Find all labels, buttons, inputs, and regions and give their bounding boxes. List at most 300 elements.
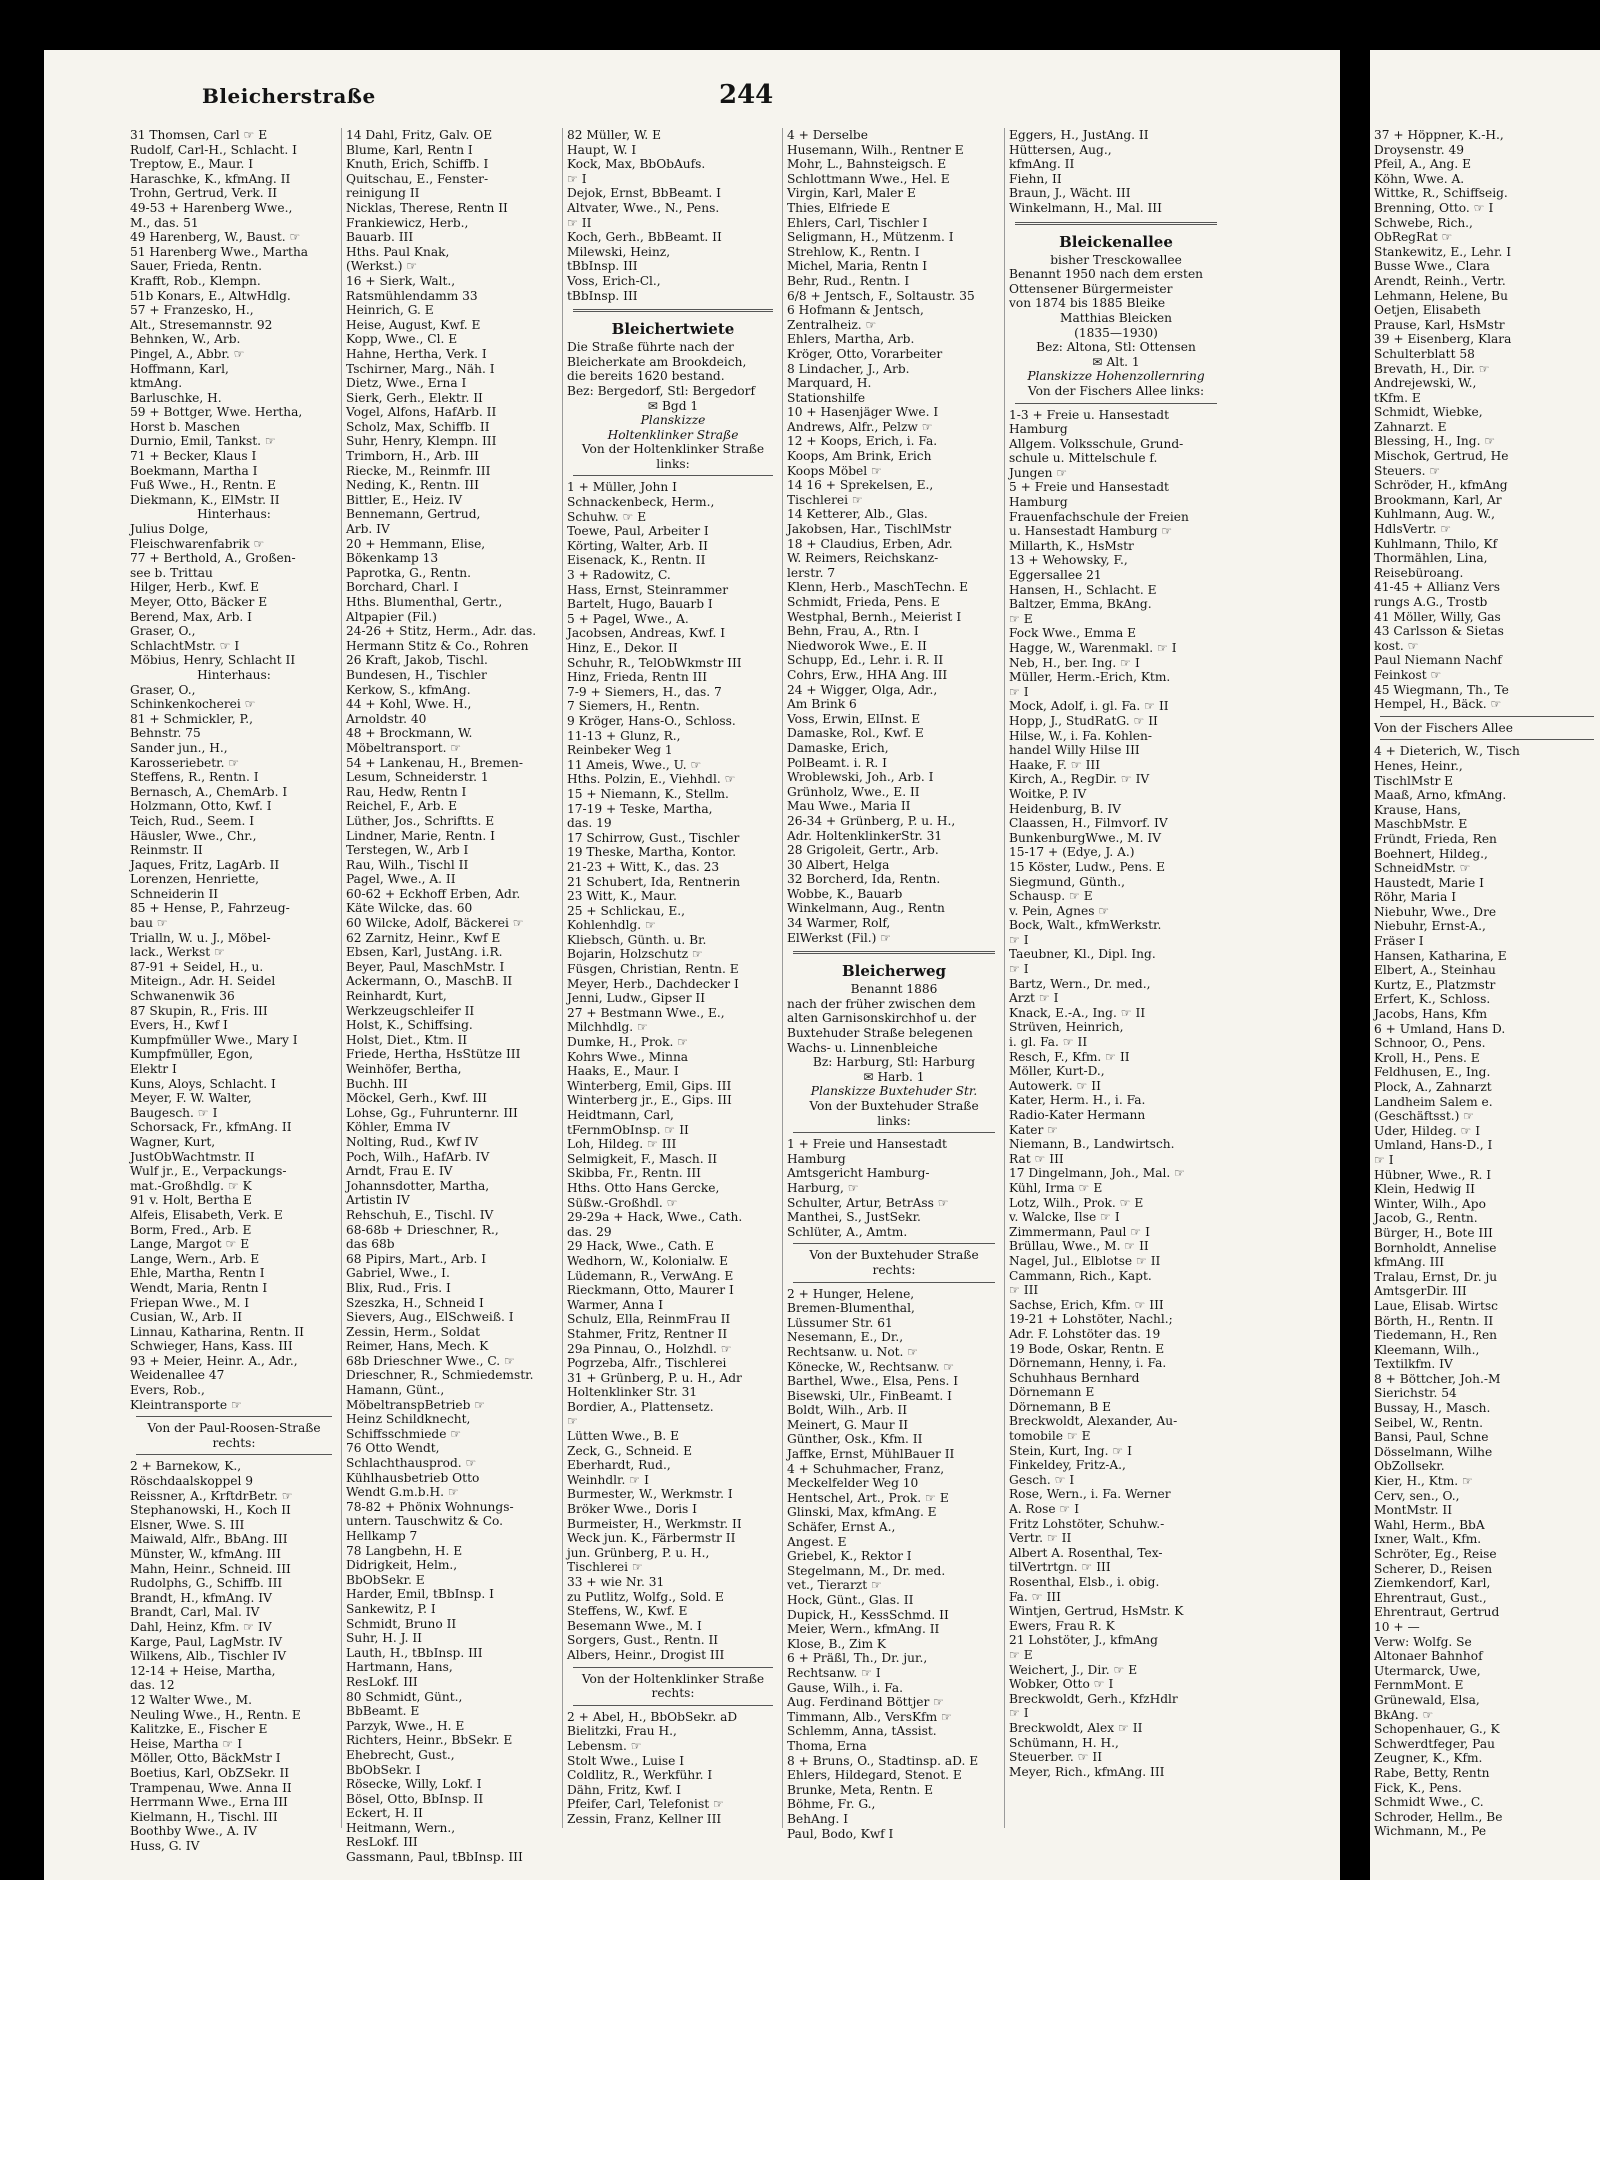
directory-entry-line: Hübner, Wwe., R. I bbox=[1374, 1167, 1492, 1182]
directory-entry-line: Stolt Wwe., Luise I bbox=[567, 1753, 685, 1768]
directory-entry-line: die bereits 1620 bestand. bbox=[567, 369, 725, 384]
directory-entry-line: Winterberg, Emil, Gips. III bbox=[567, 1078, 732, 1093]
directory-entry-line: (1835—1930) bbox=[1074, 325, 1158, 340]
directory-entry-line: 7-9 + Siemers, H., das. 7 bbox=[567, 684, 722, 699]
directory-entry-line: Schupp, Ed., Lehr. i. R. II bbox=[787, 653, 944, 668]
directory-entry-line: Lütten Wwe., B. E bbox=[567, 1429, 680, 1444]
directory-entry-line: Von der Buxtehuder Straße bbox=[809, 1248, 979, 1263]
directory-entry-line: 26 Kraft, Jakob, Tischl. bbox=[346, 653, 488, 668]
directory-entry-line: Seligmann, H., Mützenm. I bbox=[787, 230, 954, 245]
directory-entry-line: Von der Fischers Allee links: bbox=[1027, 383, 1205, 398]
directory-entry-line: Heidenburg, B. IV bbox=[1009, 801, 1121, 816]
directory-entry-line: Winkelmann, H., Mal. III bbox=[1009, 200, 1162, 215]
directory-entry-line: Rieckmann, Otto, Maurer I bbox=[567, 1283, 734, 1298]
directory-entry-line: Rösecke, Willy, Lokf. I bbox=[346, 1777, 482, 1792]
directory-entry-line: v. Pein, Agnes ☞ bbox=[1009, 903, 1110, 918]
directory-entry-line: Eberhardt, Rud., bbox=[567, 1458, 671, 1473]
directory-entry-line: 31 Thomsen, Carl ☞ E bbox=[130, 128, 268, 142]
directory-entry-line: Breckwoldt, Gerh., KfzHdlr bbox=[1009, 1691, 1178, 1706]
directory-entry-line: Bisewski, Ulr., FinBeamt. I bbox=[787, 1388, 952, 1403]
page-gutter bbox=[1340, 0, 1370, 1880]
directory-entry-line: Voss, Erich-Cl., bbox=[567, 273, 661, 288]
directory-entry-line: Ratsmühlendamm 33 bbox=[346, 288, 478, 303]
directory-entry-line: vet., Tierarzt ☞ bbox=[787, 1578, 882, 1593]
directory-entry-line: ☞ II bbox=[567, 215, 592, 230]
directory-entry-line: Pagel, Wwe., A. II bbox=[346, 872, 456, 887]
directory-entry-line: Ehlers, Carl, Tischler I bbox=[787, 215, 928, 230]
directory-entry-line: Hinterhaus: bbox=[197, 507, 271, 522]
directory-entry-line: ☞ bbox=[567, 1414, 578, 1429]
directory-entry-line: Manthei, S., JustSekr. bbox=[787, 1210, 921, 1225]
directory-entry-line: Trampenau, Wwe. Anna II bbox=[130, 1780, 292, 1795]
directory-entry-line: 49 Harenberg, W., Baust. ☞ bbox=[130, 230, 301, 245]
directory-entry-line: 33 + wie Nr. 31 bbox=[567, 1575, 665, 1589]
directory-entry-line: Friede, Hertha, HsStütze III bbox=[346, 1047, 521, 1062]
directory-entry-line: Coldlitz, R., Werkführ. I bbox=[567, 1768, 713, 1783]
directory-entry-line: Lüssumer Str. 61 bbox=[787, 1315, 893, 1330]
directory-entry-line: ☞ I bbox=[567, 171, 587, 186]
directory-entry-line: Ehrentraut, Gertrud bbox=[1374, 1605, 1500, 1620]
directory-entry-line: Evers, H., Kwf I bbox=[130, 1018, 228, 1033]
directory-entry-line: 60 Wilcke, Adolf, Bäckerei ☞ bbox=[346, 916, 524, 931]
directory-entry-line: Klenn, Herb., MaschTechn. E bbox=[787, 580, 968, 595]
directory-entry-line: ResLokf. III bbox=[346, 1674, 418, 1689]
directory-entry-line: 10 + Hasenjäger Wwe. I bbox=[787, 405, 939, 420]
directory-entry-line: 5 + Pagel, Wwe., A. bbox=[567, 611, 689, 626]
directory-entry-line: jun. Grünberg, P. u. H., bbox=[567, 1545, 710, 1560]
directory-entry-line: Bittler, E., Heiz. IV bbox=[346, 492, 463, 507]
directory-entry-line: 49-53 + Harenberg Wwe., bbox=[130, 200, 293, 215]
directory-entry-line: tilVertrtgn. ☞ III bbox=[1009, 1560, 1111, 1575]
directory-entry-line: Bauarb. III bbox=[346, 230, 414, 245]
directory-entry-line: Sachse, Erich, Kfm. ☞ III bbox=[1009, 1297, 1164, 1312]
directory-entry-line: Zessin, Franz, Kellner III bbox=[567, 1811, 722, 1826]
directory-entry-line: Die Straße führte nach der bbox=[567, 340, 734, 355]
directory-entry-line: Benannt 1886 bbox=[850, 982, 938, 997]
directory-entry-line: Cohrs, Erw., HHA Ang. III bbox=[787, 667, 948, 682]
directory-entry-line: Süßw.-Großhdl. ☞ bbox=[567, 1195, 678, 1210]
directory-entry-line: Frauenfachschule der Freien bbox=[1009, 509, 1189, 524]
directory-entry-line: Woitke, P. IV bbox=[1009, 786, 1087, 801]
directory-entry-line: Strüven, Heinrich, bbox=[1009, 1020, 1124, 1035]
directory-entry-line: Köhler, Emma IV bbox=[346, 1120, 451, 1135]
directory-entry-line: Meckelfelder Weg 10 bbox=[787, 1476, 919, 1491]
directory-entry-line: Erfert, K., Schloss. bbox=[1374, 992, 1491, 1007]
directory-entry-line: Kumpfmüller Wwe., Mary I bbox=[130, 1032, 298, 1047]
directory-entry-line: Uder, Hildeg. ☞ I bbox=[1374, 1123, 1481, 1138]
directory-entry-line: Nagel, Jul., Elblotse ☞ II bbox=[1009, 1253, 1161, 1268]
directory-entry-line: Graser, O., bbox=[130, 682, 196, 697]
directory-entry-line: i. gl. Fa. ☞ II bbox=[1009, 1035, 1088, 1050]
directory-entry-line: Oetjen, Elisabeth bbox=[1374, 303, 1481, 318]
directory-entry-line: 9 Kröger, Hans-O., Schloss. bbox=[567, 713, 736, 728]
directory-entry-line: Schausp. ☞ E bbox=[1009, 889, 1093, 904]
directory-entry-line: Wichmann, M., Pe bbox=[1374, 1824, 1487, 1839]
scan-margin-bottom bbox=[0, 1880, 1600, 2177]
directory-entry-line: ObRegRat ☞ bbox=[1374, 230, 1453, 245]
directory-entry-line: 30 Albert, Helga bbox=[787, 857, 890, 872]
directory-entry-line: Eckert, H. II bbox=[346, 1806, 423, 1821]
directory-entry-line: Lauth, H., tBbInsp. III bbox=[346, 1645, 483, 1660]
directory-entry-line: Schinkenkocherei ☞ bbox=[130, 697, 256, 712]
directory-entry-line: Klose, B., Zim K bbox=[787, 1636, 887, 1651]
directory-entry-line: Elektr I bbox=[130, 1062, 177, 1076]
directory-entry-line: Eggersallee 21 bbox=[1009, 568, 1102, 583]
directory-entry-line: bau ☞ bbox=[130, 916, 168, 931]
directory-entry-line: Gabriel, Wwe., I. bbox=[346, 1266, 450, 1281]
directory-entry-line: 6/8 + Jentsch, F., Soltaustr. 35 bbox=[787, 288, 975, 303]
directory-entry-line: Breckwoldt, Alexander, Au- bbox=[1009, 1414, 1178, 1429]
directory-entry-line: tBbInsp. III bbox=[567, 259, 638, 274]
directory-entry-line: Heitmann, Wern., bbox=[346, 1820, 456, 1835]
directory-entry-line: Dösselmann, Wilhe bbox=[1374, 1444, 1493, 1459]
column-1 bbox=[130, 128, 338, 1853]
directory-entry-line: Schwebe, Rich., bbox=[1374, 215, 1473, 230]
directory-entry-line: 44 + Kohl, Wwe. H., bbox=[346, 697, 472, 712]
directory-entry-line: Suhr, H. J. II bbox=[346, 1631, 422, 1646]
directory-entry-line: handel Willy Hilse III bbox=[1009, 743, 1140, 758]
directory-entry-line: Ottensener Bürgermeister bbox=[1009, 281, 1173, 296]
directory-entry-line: Altpapier (Fil.) bbox=[346, 609, 437, 624]
directory-entry-line: Thoma, Erna bbox=[787, 1738, 867, 1753]
directory-entry-line: Kalitzke, E., Fischer E bbox=[130, 1722, 268, 1737]
directory-entry-line: 68-68b + Drieschner, R., bbox=[346, 1222, 499, 1237]
directory-entry-line: Zimmermann, Paul ☞ I bbox=[1009, 1224, 1150, 1239]
directory-entry-line: Sierk, Gerh., Elektr. II bbox=[346, 390, 483, 405]
directory-entry-line: Grünholz, Wwe., E. II bbox=[787, 784, 920, 799]
directory-entry-line: Maaß, Arno, kfmAng. bbox=[1374, 788, 1507, 803]
directory-entry-line: 12 Walter Wwe., M. bbox=[130, 1692, 252, 1707]
directory-entry-line: Heinrich, G. E bbox=[346, 303, 434, 318]
directory-entry-line: 14 Ketterer, Alb., Glas. bbox=[787, 507, 928, 522]
directory-entry-line: 24-26 + Stitz, Herm., Adr. das. bbox=[346, 624, 537, 639]
directory-entry-line: Münster, W., kfmAng. III bbox=[130, 1547, 281, 1561]
directory-entry-line: Kerkow, S., kfmAng. bbox=[346, 682, 471, 697]
directory-entry-line: Matthias Bleicken bbox=[1060, 310, 1172, 325]
directory-entry-line: Karosseriebetr. ☞ bbox=[130, 755, 240, 770]
directory-entry-line: 11 Ameis, Wwe., U. ☞ bbox=[567, 757, 702, 772]
directory-entry-line: Zessin, Herm., Soldat bbox=[346, 1324, 481, 1339]
directory-entry-line: Durnio, Emil, Tankst. ☞ bbox=[130, 434, 276, 449]
directory-entry-line: Schulterblatt 58 bbox=[1374, 346, 1475, 361]
directory-entry-line: bisher Tresckowallee bbox=[1050, 252, 1182, 267]
directory-entry-line: Meier, Wern., kfmAng. II bbox=[787, 1622, 940, 1637]
directory-entry-line: Rosenthal, Elsb., i. obig. bbox=[1009, 1575, 1160, 1589]
directory-entry-line: Horst b. Maschen bbox=[130, 419, 241, 434]
directory-entry-line: Thormählen, Lina, bbox=[1374, 551, 1488, 566]
directory-entry-line: Schlüter, A., Amtm. bbox=[787, 1224, 908, 1239]
directory-entry-line: Bennemann, Gertrud, bbox=[346, 507, 481, 522]
directory-entry-line: Bleicherkate am Brookdeich, bbox=[567, 354, 747, 369]
directory-entry-line: Boldt, Wilh., Arb. II bbox=[787, 1403, 908, 1418]
directory-entry-line: von 1874 bis 1885 Bleike bbox=[1009, 296, 1166, 311]
street-heading: Bleicherweg bbox=[841, 962, 947, 981]
directory-entry-line: Hempel, H., Bäck. ☞ bbox=[1374, 697, 1502, 712]
directory-entry-line: Harder, Emil, tBbInsp. I bbox=[346, 1587, 494, 1602]
directory-entry-line: Nesemann, E., Dr., bbox=[787, 1330, 904, 1345]
directory-entry-line: Herrmann Wwe., Erna III bbox=[130, 1795, 288, 1810]
directory-entry-line: Reimer, Hans, Mech. K bbox=[346, 1339, 489, 1354]
section-rule bbox=[573, 475, 773, 476]
directory-entry-line: Koch, Gerh., BbBeamt. II bbox=[567, 230, 722, 245]
directory-entry-line: Hinz, Frieda, Rentn III bbox=[567, 670, 708, 685]
directory-entry-line: Tischlerei ☞ bbox=[567, 1560, 643, 1575]
directory-entry-line: Pfeil, A., Ang. E bbox=[1374, 157, 1471, 172]
directory-entry-line: Hass, Ernst, Steinrammer bbox=[567, 582, 729, 597]
directory-entry-line: ElWerkst (Fil.) ☞ bbox=[787, 930, 892, 945]
directory-entry-line: Boothby Wwe., A. IV bbox=[130, 1824, 257, 1839]
directory-entry-line: 15 + Niemann, K., Stellm. bbox=[567, 786, 729, 801]
directory-entry-line: Kohlenhdlg. ☞ bbox=[567, 918, 656, 933]
directory-entry-line: Knack, E.-A., Ing. ☞ II bbox=[1009, 1005, 1146, 1020]
directory-entry-line: Winterberg jr., E., Gips. III bbox=[567, 1093, 732, 1108]
directory-entry-line: 1 + Freie und Hansestadt bbox=[787, 1137, 947, 1152]
directory-entry-line: 20 + Hemmann, Elise, bbox=[346, 536, 486, 551]
directory-entry-line: Cusian, W., Arb. II bbox=[130, 1310, 243, 1325]
directory-entry-line: Haupt, W. I bbox=[567, 142, 637, 157]
directory-entry-line: Von der Paul-Roosen-Straße bbox=[147, 1421, 321, 1436]
directory-entry-line: Meyer, Otto, Bäcker E bbox=[130, 595, 268, 609]
directory-entry-line: Schlottmann Wwe., Hel. E bbox=[787, 171, 950, 186]
directory-entry-line: 41 Möller, Willy, Gas bbox=[1374, 609, 1501, 624]
section-rule bbox=[793, 1282, 995, 1283]
directory-entry-line: Kohrs Wwe., Minna bbox=[567, 1049, 689, 1064]
directory-entry-line: Mock, Adolf, i. gl. Fa. ☞ II bbox=[1009, 699, 1169, 714]
directory-entry-line: Bz: Harburg, Stl: Harburg bbox=[812, 1055, 976, 1070]
directory-entry-line: Buxtehuder Straße belegenen bbox=[787, 1026, 973, 1041]
directory-entry-line: Möbeltransport. ☞ bbox=[346, 740, 462, 755]
directory-entry-line: 1-3 + Freie u. Hansestadt bbox=[1009, 407, 1169, 422]
directory-entry-line: BehAng. I bbox=[787, 1811, 849, 1826]
directory-entry-line: Röhr, Maria I bbox=[1374, 890, 1457, 905]
directory-entry-line: Kirch, A., RegDir. ☞ IV bbox=[1009, 772, 1150, 787]
directory-entry-line: 1 + Müller, John I bbox=[567, 480, 677, 495]
column-divider bbox=[1004, 128, 1005, 1828]
directory-entry-line: Dahl, Heinz, Kfm. ☞ IV bbox=[130, 1619, 272, 1634]
directory-entry-line: BbBeamt. E bbox=[346, 1704, 420, 1719]
directory-entry-line: Gause, Wilh., i. Fa. bbox=[787, 1680, 904, 1695]
directory-entry-line: Burmester, W., Werkmstr. I bbox=[567, 1487, 733, 1502]
directory-entry-line: Steffens, R., Rentn. I bbox=[130, 770, 259, 785]
directory-entry-line: 51b Konars, E., AltwHdlg. bbox=[130, 288, 291, 303]
directory-entry-line: Barluschke, H. bbox=[130, 390, 222, 405]
directory-entry-line: kost. ☞ bbox=[1374, 638, 1419, 653]
directory-entry-line: Rabe, Betty, Rentn bbox=[1374, 1765, 1490, 1780]
directory-entry-line: Wroblewski, Joh., Arb. I bbox=[787, 770, 934, 785]
directory-entry-line: Trialln, W. u. J., Möbel- bbox=[130, 930, 271, 945]
directory-entry-line: Husemann, Wilh., Rentner E bbox=[787, 142, 964, 157]
directory-entry-line: Weichert, J., Dir. ☞ E bbox=[1009, 1662, 1138, 1677]
directory-entry-line: Lüdemann, R., VerwAng. E bbox=[567, 1268, 734, 1283]
directory-entry-line: Johannsdotter, Martha, bbox=[346, 1178, 490, 1193]
directory-entry-line: Seibel, W., Rentn. bbox=[1374, 1415, 1483, 1430]
directory-entry-line: Weck jun. K., Färbermstr II bbox=[567, 1531, 736, 1546]
directory-entry-line: das 68b bbox=[346, 1237, 395, 1252]
directory-entry-line: Brookmann, Karl, Ar bbox=[1374, 492, 1502, 507]
directory-entry-line: Albers, Heinr., Drogist III bbox=[567, 1647, 725, 1662]
directory-entry-line: Steuerber. ☞ II bbox=[1009, 1750, 1103, 1765]
directory-entry-line: ktmAng. bbox=[130, 376, 183, 391]
directory-entry-line: Jenni, Ludw., Gipser II bbox=[567, 991, 706, 1006]
directory-entry-line: Planskizze Buxtehuder Str. bbox=[810, 1084, 978, 1099]
directory-entry-line: Pingel, A., Abbr. ☞ bbox=[130, 346, 245, 361]
directory-entry-line: Milchhdlg. ☞ bbox=[567, 1020, 648, 1035]
directory-entry-line: Reinbeker Weg 1 bbox=[567, 743, 673, 758]
directory-page bbox=[44, 50, 1340, 1880]
directory-entry-line: Scherer, D., Reisen bbox=[1374, 1561, 1493, 1576]
directory-entry-line: 78 Langbehn, H. E bbox=[346, 1543, 463, 1558]
directory-entry-line: Behr, Rud., Rentn. I bbox=[787, 273, 910, 288]
directory-entry-line: BbObSekr. I bbox=[346, 1762, 421, 1777]
directory-entry-line: Heise, August, Kwf. E bbox=[346, 317, 481, 332]
directory-entry-line: Bez: Altona, Stl: Ottensen bbox=[1036, 340, 1196, 355]
directory-entry-line: Sankewitz, P. I bbox=[346, 1601, 436, 1616]
directory-entry-line: Mahn, Heinr., Schneid. III bbox=[130, 1561, 291, 1576]
directory-entry-line: Pogrzeba, Alfr., Tischlerei bbox=[567, 1356, 727, 1371]
directory-entry-line: MöbeltranspBetrieb ☞ bbox=[346, 1397, 486, 1412]
directory-entry-line: Schnoor, O., Pens. bbox=[1374, 1036, 1486, 1051]
directory-entry-line: 18 + Claudius, Erben, Adr. bbox=[787, 536, 953, 551]
directory-entry-line: 60-62 + Eckhoff Erben, Adr. bbox=[346, 886, 521, 901]
directory-entry-line: 10 + — bbox=[1374, 1619, 1420, 1634]
directory-entry-line: 21 Schubert, Ida, Rentnerin bbox=[567, 874, 741, 889]
directory-entry-line: Trimborn, H., Arb. III bbox=[346, 449, 479, 464]
directory-entry-line: Schmidt, Frieda, Pens. E bbox=[787, 595, 940, 609]
directory-entry-line: kfmAng. III bbox=[1374, 1255, 1445, 1270]
directory-entry-line: Reissner, A., KrftdrBetr. ☞ bbox=[130, 1488, 293, 1503]
directory-entry-line: Teich, Rud., Seem. I bbox=[130, 813, 255, 828]
directory-entry-line: 51 Harenberg Wwe., Martha bbox=[130, 244, 309, 259]
directory-entry-line: Krause, Hans, bbox=[1374, 802, 1462, 817]
directory-entry-line: Stationshilfe bbox=[787, 390, 866, 405]
directory-entry-line: 27 + Bestmann Wwe., E., bbox=[567, 1005, 725, 1020]
directory-entry-line: Hinz, E., Dekor. II bbox=[567, 641, 678, 655]
directory-entry-line: Rose, Wern., i. Fa. Werner bbox=[1009, 1487, 1171, 1502]
directory-entry-line: Autowerk. ☞ II bbox=[1009, 1078, 1101, 1093]
directory-entry-line: Busse Wwe., Clara bbox=[1374, 259, 1490, 274]
directory-entry-line: Huss, G. IV bbox=[130, 1838, 200, 1853]
directory-entry-line: Schuhr, R., TelObWkmstr III bbox=[567, 655, 742, 670]
column-4 bbox=[787, 128, 1001, 1841]
directory-entry-line: Borm, Fred., Arb. E bbox=[130, 1222, 252, 1237]
directory-entry-line: Siegmund, Günth., bbox=[1009, 874, 1125, 889]
directory-entry-line: links: bbox=[656, 456, 690, 471]
directory-entry-line: Schneiderin II bbox=[130, 886, 219, 901]
directory-entry-line: Fräser I bbox=[1374, 934, 1424, 949]
directory-entry-line: 59 + Bottger, Wwe. Hertha, bbox=[130, 405, 303, 420]
directory-entry-line: Schümann, H. H., bbox=[1009, 1735, 1119, 1750]
directory-entry-line: 3 + Radowitz, C. bbox=[567, 568, 671, 583]
directory-entry-line: 62 Zarnitz, Heinr., Kwf E bbox=[346, 930, 501, 945]
directory-entry-line: Feinkost ☞ bbox=[1374, 667, 1442, 682]
directory-entry-line: Nicklas, Therese, Rentn II bbox=[346, 200, 508, 215]
directory-entry-line: Neb, H., ber. Ing. ☞ I bbox=[1009, 655, 1140, 670]
directory-entry-line: tBbInsp. III bbox=[567, 288, 638, 303]
directory-entry-line: 78-82 + Phönix Wohnungs- bbox=[346, 1499, 514, 1514]
directory-entry-line: Brüllau, Wwe., M. ☞ II bbox=[1009, 1239, 1149, 1254]
directory-entry-line: Resch, F., Kfm. ☞ II bbox=[1009, 1049, 1130, 1064]
directory-entry-line: Kleemann, Wilh., bbox=[1374, 1342, 1480, 1357]
directory-entry-line: Arzt ☞ I bbox=[1009, 991, 1059, 1006]
directory-entry-line: Dupick, H., KessSchmd. II bbox=[787, 1607, 949, 1622]
directory-entry-line: schule u. Mittelschule f. bbox=[1009, 451, 1158, 466]
directory-entry-line: Hagge, W., Warenmakl. ☞ I bbox=[1009, 641, 1177, 655]
directory-entry-line: Haustedt, Marie I bbox=[1374, 875, 1484, 890]
directory-entry-line: Lorenzen, Henriette, bbox=[130, 872, 260, 887]
directory-entry-line: Burmeister, H., Werkmstr. II bbox=[567, 1516, 742, 1531]
directory-entry-line: Drieschner, R., Schmiedemstr. bbox=[346, 1368, 534, 1383]
directory-entry-line: A. Rose ☞ I bbox=[1009, 1502, 1080, 1517]
directory-entry-line: TischlMstr E bbox=[1374, 773, 1454, 788]
directory-entry-line: 12 + Koops, Erich, i. Fa. bbox=[787, 434, 938, 449]
directory-entry-line: Hinterhaus: bbox=[197, 667, 271, 682]
directory-entry-line: Lehmann, Helene, Bu bbox=[1374, 288, 1508, 303]
directory-entry-line: Bez: Bergedorf, Stl: Bergedorf bbox=[567, 383, 755, 398]
directory-entry-line: Hartmann, Hans, bbox=[346, 1660, 453, 1675]
directory-entry-line: Plock, A., Zahnarzt bbox=[1374, 1080, 1492, 1094]
directory-entry-line: Rudolphs, G., Schiffb. III bbox=[130, 1576, 283, 1591]
directory-entry-line: Paul Niemann Nachf bbox=[1374, 653, 1502, 668]
directory-entry-line: Haake, F. ☞ III bbox=[1009, 757, 1101, 772]
directory-entry-line: Tschirner, Marg., Näh. I bbox=[346, 361, 495, 376]
directory-entry-line: 4 + Dieterich, W., Tisch bbox=[1374, 744, 1520, 759]
directory-entry-line: 8 + Bruns, O., Stadtinsp. aD. E bbox=[787, 1753, 979, 1768]
directory-entry-line: Toewe, Paul, Arbeiter I bbox=[567, 524, 709, 539]
directory-entry-line: Boetius, Karl, ObZSekr. II bbox=[130, 1765, 290, 1780]
directory-entry-line: Stegelmann, M., Dr. med. bbox=[787, 1563, 946, 1578]
directory-entry-line: Ehebrecht, Gust., bbox=[346, 1747, 455, 1762]
directory-entry-line: 11-13 + Glunz, R., bbox=[567, 728, 681, 743]
directory-entry-line: Amtsgericht Hamburg- bbox=[787, 1166, 930, 1181]
directory-entry-line: Milewski, Heinz, bbox=[567, 244, 671, 259]
directory-entry-line: Von der Fischers Allee bbox=[1374, 720, 1513, 735]
directory-entry-line: Eisenack, K., Rentn. II bbox=[567, 553, 706, 568]
directory-entry-line: Fritz Lohstöter, Schuhw.- bbox=[1009, 1516, 1165, 1531]
directory-entry-line: Umland, Hans-D., I bbox=[1374, 1138, 1493, 1153]
directory-entry-line: Meyer, F. W. Walter, bbox=[130, 1091, 252, 1106]
directory-entry-line: Grünewald, Elsa, bbox=[1374, 1692, 1480, 1707]
directory-entry-line: Kopp, Wwe., Cl. E bbox=[346, 332, 458, 347]
directory-entry-line: Dörnemann, B E bbox=[1009, 1399, 1111, 1414]
section-rule bbox=[793, 1243, 995, 1244]
directory-entry-line: Hopp, J., StudRatG. ☞ II bbox=[1009, 713, 1158, 728]
directory-entry-line: Henes, Heinr., bbox=[1374, 758, 1463, 773]
directory-entry-line: MaschbMstr. E bbox=[1374, 817, 1468, 832]
directory-entry-line: Kielmann, H., Tischl. III bbox=[130, 1809, 278, 1824]
column-2 bbox=[346, 128, 559, 1865]
directory-entry-line: Lüther, Jos., Schriftts. E bbox=[346, 813, 495, 828]
directory-entry-line: Möckel, Gerh., Kwf. III bbox=[346, 1091, 487, 1106]
directory-entry-line: Ehle, Martha, Rentn I bbox=[130, 1266, 265, 1281]
directory-entry-line: ResLokf. III bbox=[346, 1835, 418, 1850]
directory-entry-line: 6 Hofmann & Jentsch, bbox=[787, 303, 924, 318]
directory-entry-line: Böhme, Fr. G., bbox=[787, 1797, 876, 1812]
directory-entry-line: 4 + Schuhmacher, Franz, bbox=[787, 1461, 945, 1476]
directory-entry-line: Heidtmann, Carl, bbox=[567, 1108, 674, 1122]
directory-entry-line: Hths. Polzin, E., Viehhdl. ☞ bbox=[567, 772, 736, 787]
directory-entry-line: Utermarck, Uwe, bbox=[1374, 1663, 1481, 1678]
directory-entry-line: Hoffmann, Karl, bbox=[130, 361, 229, 376]
directory-entry-line: Dietz, Wwe., Erna I bbox=[346, 376, 467, 391]
directory-entry-line: Werkzeugschleifer II bbox=[346, 1003, 475, 1018]
directory-entry-line: Virgin, Karl, Maler E bbox=[787, 186, 916, 201]
directory-entry-line: 19 Bode, Oskar, Rentn. E bbox=[1009, 1341, 1165, 1356]
directory-entry-line: Gesch. ☞ I bbox=[1009, 1472, 1075, 1487]
directory-entry-line: Stein, Kurt, Ing. ☞ I bbox=[1009, 1443, 1132, 1458]
directory-entry-line: 8 Lindacher, J., Arb. bbox=[787, 361, 910, 376]
directory-entry-line: Sierichstr. 54 bbox=[1374, 1386, 1457, 1401]
directory-entry-line: Schlemm, Anna, tAssist. bbox=[787, 1724, 937, 1739]
